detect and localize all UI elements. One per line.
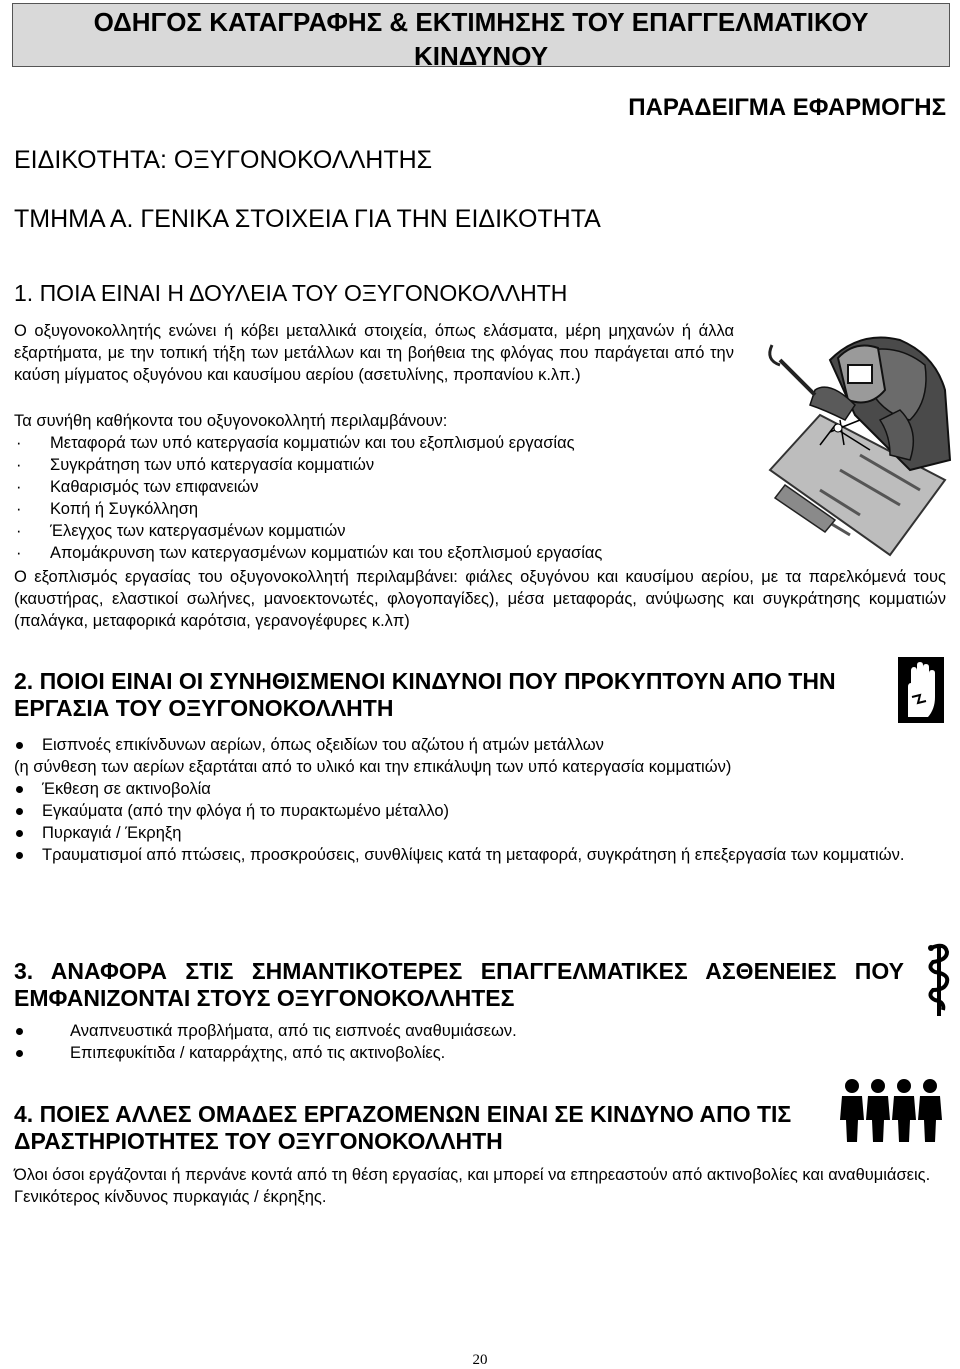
q3-title-line-1: 3. ΑΝΑΦΟΡΑ ΣΤΙΣ ΣΗΜΑΝΤΙΚΟΤΕΡΕΣ ΕΠΑΓΓΕΛΜΑΤΙΚΕΣ ΑΣΘΕΝΕΙΕΣ ΠΟΥ [14, 958, 904, 984]
q3-title [14, 958, 914, 1012]
list-item: · Καθαρισμός των επιφανειών [14, 476, 754, 498]
page-number: 20 [472, 1352, 488, 1368]
q1-tasks [14, 410, 754, 564]
list-item: Επιπεφυκίτιδα / καταρράχτης, από τις ακτινοβολίες. [14, 1042, 714, 1064]
list-item: Πυρκαγιά / Έκρηξη [14, 822, 946, 844]
example-label: ΠΑΡΑΔΕΙΓΜΑ ΕΦΑΡΜΟΓΗΣ [628, 94, 946, 121]
list-item: Έκθεση σε ακτινοβολία [14, 778, 946, 800]
welder-clipart-icon [760, 320, 952, 569]
bullet-icon [16, 1050, 23, 1057]
banner-line-2: ΚΙΝΔΥΝΟΥ [413, 41, 549, 71]
bullet-icon [16, 1028, 23, 1035]
q4-text [14, 1164, 946, 1208]
bullet-icon [16, 808, 23, 815]
list-item: Αναπνευστικά προβλήματα, από τις εισπνοές αναθυμιάσεων. [14, 1020, 714, 1042]
bullet-icon [16, 830, 23, 837]
q3-diseases [14, 1020, 714, 1064]
q1-intro: Ο οξυγονοκολλητής ενώνει ή κόβει μεταλλικά στοιχεία, όπως ελάσματα, μέρη μηχανών ή άλλα εξαρτήματα, με την τοπική τήξη των μετάλλων και τη βοήθεια της φλόγας που παράγεται από την καύση μίγματος οξυγόνου και καυσίμου αερίου (ασετυλίνης, προπανίου κ.λπ.) [14, 322, 734, 384]
list-item: · Κοπή ή Συγκόλληση [14, 498, 754, 520]
bullet-icon [16, 786, 23, 793]
q4-text-2: Γενικότερος κίνδυνος πυρκαγιάς / έκρηξης. [14, 1188, 327, 1206]
section-a-heading: ΤΜΗΜΑ Α. ΓΕΝΙΚΑ ΣΤΟΙΧΕΙΑ ΓΙΑ ΤΗΝ ΕΙΔΙΚΟΤΗΤΑ [14, 205, 601, 233]
bullet-icon [16, 852, 23, 859]
workers-group-icon [838, 1076, 944, 1149]
q2-title: 2. ΠΟΙΟΙ ΕΙΝΑΙ ΟΙ ΣΥΝΗΘΙΣΜΕΝΟΙ ΚΙΝΔΥΝΟΙ ΠΟΥ ΠΡΟΚΥΠΤΟΥΝ ΑΠΟ ΤΗΝ ΕΡΓΑΣΙΑ ΤΟΥ ΟΞΥΓΟΝΟΚΟΛΛΗΤΗ [14, 668, 836, 721]
task-list [14, 432, 754, 564]
q1-equipment: Ο εξοπλισμός εργασίας του οξυγονοκολλητή περιλαμβάνει: φιάλες οξυγόνου και καυσίμου αερίου, με τα παρελκόμενά τους (καυστήρας, ελαστικοί σωλήνες, μανοεκτονωτές, φλογοπαγίδες), μέσα μεταφοράς, ανύψωσης και συγκράτησης κομματιών (παλάγκα, μεταφορικά καρότσια, γερανογέφυρες κ.λπ) [14, 568, 946, 630]
list-item: · Απομάκρυνση των κατεργασμένων κομματιών και του εξοπλισμού εργασίας [14, 542, 754, 564]
bullet-icon [16, 742, 23, 749]
q1-tasks-intro: Τα συνήθη καθήκοντα του οξυγονοκολλητή περιλαμβάνουν: [14, 412, 448, 430]
banner-line-1: ΟΔΗΓΟΣ ΚΑΤΑΓΡΑΦΗΣ & ΕΚΤΙΜΗΣΗΣ ΤΟΥ ΕΠΑΓΓΕΛΜΑΤΙΚΟΥ [93, 7, 869, 37]
hazard-note: (η σύνθεση των αερίων εξαρτάται από το υλικό και την επικάλυψη των υπό κατεργασία κομματιών) [14, 758, 732, 776]
list-item: · Συγκράτηση των υπό κατεργασία κομματιών [14, 454, 754, 476]
document-banner [12, 3, 950, 71]
list-item: · Έλεγχος των κατεργασμένων κομματιών [14, 520, 754, 542]
list-item: · Μεταφορά των υπό κατεργασία κομματιών και του εξοπλισμού εργασίας [14, 432, 754, 454]
list-item: Τραυματισμοί από πτώσεις, προσκρούσεις, συνθλίψεις κατά τη μεταφορά, συγκράτηση ή επεξεργασία των κομματιών. [14, 844, 946, 866]
q1-title: 1. ΠΟΙΑ ΕΙΝΑΙ Η ΔΟΥΛΕΙΑ ΤΟΥ ΟΞΥΓΟΝΟΚΟΛΛΗΤΗ [14, 280, 568, 306]
q2-hazards [14, 734, 946, 866]
asclepius-rod-icon [925, 940, 953, 1023]
q4-title: 4. ΠΟΙΕΣ ΑΛΛΕΣ ΟΜΑΔΕΣ ΕΡΓΑΖΟΜΕΝΩΝ ΕΙΝΑΙ ΣΕ ΚΙΝΔΥΝΟ ΑΠΟ ΤΙΣ ΔΡΑΣΤΗΡΙΟΤΗΤΕΣ ΤΟΥ ΟΞΥΓΟΝΟΚΟΛΛΗΤΗ [14, 1101, 792, 1154]
injured-hand-icon [898, 657, 944, 728]
q4-text-1: Όλοι όσοι εργάζονται ή περνάνε κοντά από τη θέση εργασίας, και μπορεί να επηρεαστούν από ακτινοβολίες και αναθυμιάσεις. [14, 1166, 931, 1184]
specialty-heading: ΕΙΔΙΚΟΤΗΤΑ: ΟΞΥΓΟΝΟΚΟΛΛΗΤΗΣ [14, 146, 433, 174]
q3-title-line-2: ΕΜΦΑΝΙΖΟΝΤΑΙ ΣΤΟΥΣ ΟΞΥΓΟΝΟΚΟΛΛΗΤΕΣ [14, 985, 515, 1011]
list-item: Εισπνοές επικίνδυνων αερίων, όπως οξειδίων του αζώτου ή ατμών μετάλλων [14, 734, 946, 756]
list-item: Εγκαύματα (από την φλόγα ή το πυρακτωμένο μέταλλο) [14, 800, 946, 822]
